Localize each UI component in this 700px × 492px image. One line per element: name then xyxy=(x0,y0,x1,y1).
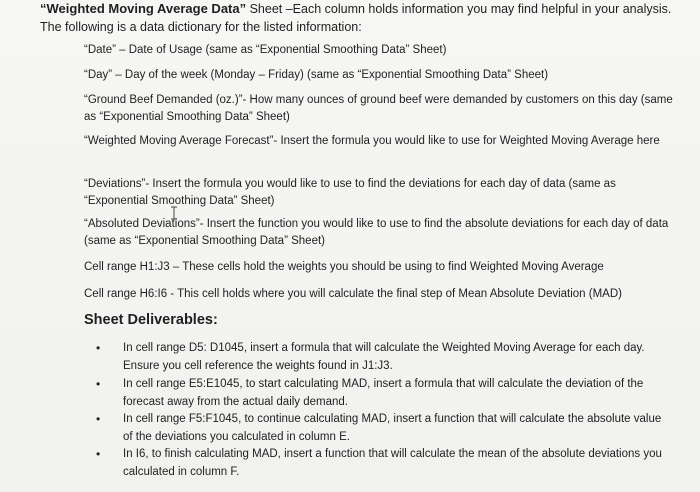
bullet-icon: • xyxy=(96,447,101,461)
bullet-icon: • xyxy=(96,377,101,391)
bullet-text: In cell range F5:F1045, to continue calculating MAD, insert a function that will calculate the absolute value of the deviations you calculated in column E. xyxy=(123,413,662,443)
deliverables-heading: Sheet Deliverables: xyxy=(84,312,218,328)
entry-mad-range: Cell range H6:I6 - This cell holds where you will calculate the final step of Mean Absolute Deviation (MAD) xyxy=(84,288,622,300)
entry-ground-beef: “Ground Beef Demanded (oz.)”- How many ounces of ground beef were demanded by customers on this day (same as “Exponential Smoothing Data” Sheet) xyxy=(84,94,673,123)
bullet-icon: • xyxy=(96,412,101,426)
entry-date: “Date” – Date of Usage (same as “Exponential Smoothing Data” Sheet) xyxy=(84,44,447,56)
entry-wma-forecast: “Weighted Moving Average Forecast”- Insert the formula you would like to use for Weighted Moving Average here xyxy=(84,135,660,147)
entry-deviations: “Deviations”- Insert the formula you would like to use to find the deviations for each day of data (same as “Exponential Smoothing Data” Sheet) xyxy=(84,178,616,207)
bullet-text: In I6, to finish calculating MAD, insert a function that will calculate the mean of the absolute deviations you calculated in column F. xyxy=(123,448,662,478)
text-cursor-icon xyxy=(170,206,178,220)
intro-paragraph xyxy=(40,0,680,36)
intro-text: Sheet –Each column holds information you may find helpful in your analysis. The following is a data dictionary for the listed information: xyxy=(40,2,672,34)
entry-weights-range: Cell range H1:J3 – These cells hold the weights you should be using to find Weighted Moving Average xyxy=(84,261,604,273)
bullet-text: In cell range D5: D1045, insert a formula that will calculate the Weighted Moving Average for each day. Ensure you cell reference the weights found in J1:J3. xyxy=(123,342,645,372)
bullet-icon: • xyxy=(96,341,101,355)
bullet-text: In cell range E5:E1045, to start calculating MAD, insert a formula that will calculate the deviation of the forecast away from the actual daily demand. xyxy=(123,378,644,408)
entry-day: “Day” – Day of the week (Monday – Friday) (same as “Exponential Smoothing Data” Sheet) xyxy=(84,69,549,81)
sheet-name: “Weighted Moving Average Data” xyxy=(40,1,247,16)
entry-absolute-deviations: “Absoluted Deviations”- Insert the function you would like to use to find the absolute deviations for each day of data (same as “Exponential Smoothing Data” Sheet) xyxy=(84,218,669,247)
